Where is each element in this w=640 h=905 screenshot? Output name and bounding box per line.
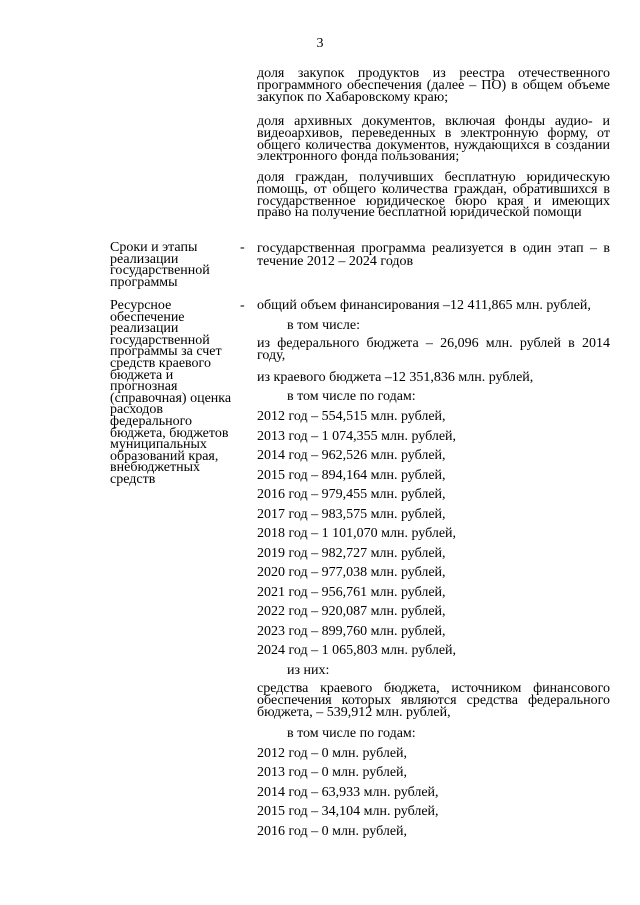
year-line-2: 2015 год – 34,104 млн. рублей, (257, 804, 439, 819)
year-line: 2019 год – 982,727 млн. рублей, (257, 546, 446, 561)
including-label: в том числе: (287, 318, 360, 333)
year-line-2: 2016 год – 0 млн. рублей, (257, 824, 408, 839)
year-line: 2023 год – 899,760 млн. рублей, (257, 624, 446, 639)
year-line: 2014 год – 962,526 млн. рублей, (257, 448, 446, 463)
year-line-2: 2013 год – 0 млн. рублей, (257, 765, 408, 780)
year-line: 2016 год – 979,455 млн. рублей, (257, 487, 446, 502)
by-years-label-2: в том числе по годам: (287, 726, 416, 741)
federal-source-text: средства краевого бюджета, источником финансового обеспечения которых являются средства федерального бюджета, – 539,912 млн. рублей, (257, 681, 610, 720)
of-them-label: из них: (287, 663, 330, 678)
resources-dash: - (240, 298, 245, 313)
indicator-paragraph: доля закупок продуктов из реестра отечественного программного обеспечения (далее – ПО) в общем объеме закупок по Хабаровскому краю; (257, 66, 610, 105)
terms-text: государственная программа реализуется в один этап – в течение 2012 – 2024 годов (257, 241, 610, 269)
year-line: 2020 год – 977,038 млн. рублей, (257, 565, 446, 580)
total-financing: общий объем финансирования –12 411,865 млн. рублей, (257, 298, 591, 313)
terms-dash: - (240, 240, 245, 255)
by-years-label: в том числе по годам: (287, 389, 416, 404)
year-line: 2022 год – 920,087 млн. рублей, (257, 604, 446, 619)
indicator-paragraph: доля граждан, получивших бесплатную юридическую помощь, от общего количества граждан, обратившихся в государственное юридическое бюро края и имеющих право на получение бесплатной юридической помощи (257, 170, 610, 221)
terms-label: Сроки и этапы реализации государственной программы (110, 240, 210, 290)
year-line: 2012 год – 554,515 млн. рублей, (257, 409, 446, 424)
resources-label: Ресурсное обеспечение реализации государственной программы за счет средств краевого бюджета и прогнозная (справочная) оценка расходов федерального бюджета, бюджетов муниципальных образований края, внебюджетных средств (110, 298, 232, 487)
federal-budget-text: из федерального бюджета – 26,096 млн. рублей в 2014 году, (257, 336, 610, 363)
indicator-paragraph: доля архивных документов, включая фонды аудио- и видеоархивов, переведенных в электронную форму, от общего количества документов, нуждающихся в создании электронного фонда пользования; (257, 114, 610, 165)
year-line: 2015 год – 894,164 млн. рублей, (257, 468, 446, 483)
year-line: 2021 год – 956,761 млн. рублей, (257, 585, 446, 600)
year-line: 2017 год – 983,575 млн. рублей, (257, 507, 446, 522)
year-line-2: 2014 год – 63,933 млн. рублей, (257, 785, 439, 800)
year-line: 2018 год – 1 101,070 млн. рублей, (257, 526, 457, 541)
page-number: 3 (316, 36, 324, 51)
year-line: 2024 год – 1 065,803 млн. рублей, (257, 643, 457, 658)
year-line-2: 2012 год – 0 млн. рублей, (257, 746, 408, 761)
year-line: 2013 год – 1 074,355 млн. рублей, (257, 429, 457, 444)
regional-budget-text: из краевого бюджета –12 351,836 млн. рублей, (257, 370, 534, 385)
